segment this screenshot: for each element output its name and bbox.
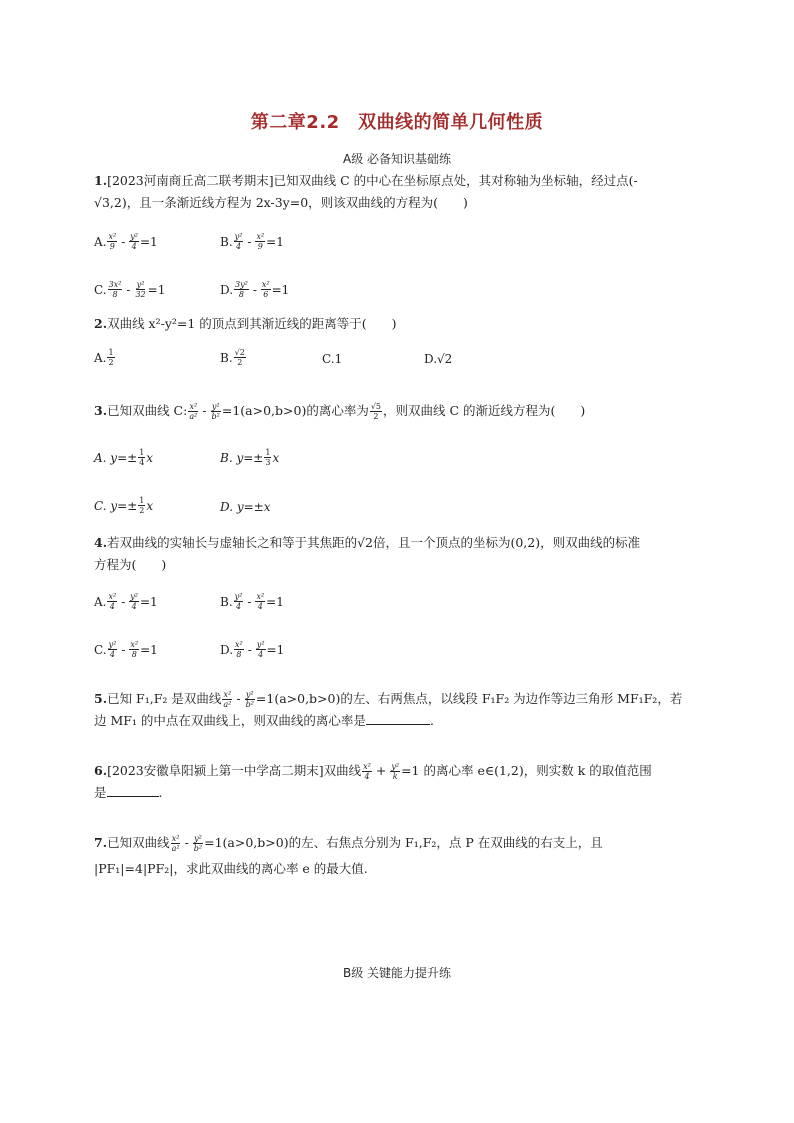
option-a[interactable]: A. $\frac{1}{2}$ <box>94 348 114 367</box>
question-1-line2: √3,2)，且一条渐近线方程为 2x-3y=0，则该双曲线的方程为( ) <box>94 195 468 210</box>
section-a-heading: A级 必备知识基础练 <box>342 152 452 166</box>
question-number: 1. <box>94 173 108 188</box>
option-b[interactable]: B. y=± $\frac{1}{3}$ x <box>220 448 280 467</box>
option-d[interactable]: D. y=±x <box>220 500 271 514</box>
question-2: 2.双曲线 x²-y²=1 的顶点到其渐近线的距离等于( ) <box>94 316 397 331</box>
question-5: 5. 已知 F₁,F₂ 是双曲线 $\frac{\text{x²}}{\text{a²}}$ - $\frac{\text{y²}}{\text{b²}}$ =1(a>0,b>0)的左、右两焦点，以线段 F₁F₂ 为边作等边三角形 MF₁F₂，若 边 MF₁ 的中点在双曲线上，则双曲线的离心率是 . <box>94 689 683 728</box>
question-1 <box>94 170 706 214</box>
question-7: 7. 已知双曲线 $\frac{\text{x²}}{\text{a²}}$ - $\frac{\text{y²}}{\text{b²}}$ =1(a>0,b>0)的左、右焦点分别为 F₁,F₂，点 P 在双曲线的右支上，且 |PF₁|=4|PF₂|，求此双曲线的离心率 e 的最大值. <box>94 833 603 876</box>
question-6: 6. [2023安徽阜阳颍上第一中学高二期末]双曲线 $\frac{\text{x²}}{4}$ + $\frac{\text{y²}}{k}$ =1 的离心率 e∈(1,2)，则实数 k 的取值范围 是 . <box>94 761 652 800</box>
option-a[interactable]: A. $\frac{\text{x²}}{9}$ - $\frac{\text{y²}}{4}$ =1 <box>94 232 158 251</box>
option-a[interactable]: A. y=± $\frac{1}{4}$ x <box>94 448 154 467</box>
question-3: 3. 已知双曲线 C: $\frac{\text{x²}}{\text{a²}}$ - $\frac{\text{y²}}{\text{b²}}$ =1(a>0,b>0)的离心率为 $\frac{√5}{2}$ ，则双曲线 C 的渐近线方程为( ) <box>94 401 586 421</box>
option-b[interactable]: B. $\frac{\text{y²}}{4}$ - $\frac{\text{x²}}{4}$ =1 <box>220 592 284 611</box>
option-c[interactable]: C. y=± $\frac{1}{2}$ x <box>94 496 154 515</box>
answer-blank[interactable] <box>107 796 159 797</box>
question-4: 4.若双曲线的实轴长与虚轴长之和等于其焦距的√2倍，且一个顶点的坐标为(0,2)，则双曲线的标准 方程为( ) <box>94 535 641 572</box>
page-title: 第二章2.2 双曲线的简单几何性质 <box>250 112 544 133</box>
option-c[interactable]: C. $\frac{\text{y²}}{4}$ - $\frac{\text{x²}}{8}$ =1 <box>94 640 158 659</box>
option-d[interactable]: D. $\frac{\text{3y²}}{8}$ - $\frac{\text{x²}}{6}$ =1 <box>220 280 290 299</box>
option-c[interactable]: C.1 <box>322 352 343 366</box>
section-b-heading: B级 关键能力提升练 <box>342 966 452 980</box>
option-d[interactable]: D. $\frac{\text{x²}}{8}$ - $\frac{\text{y²}}{4}$ =1 <box>220 640 285 659</box>
question-2-text: 双曲线 x²-y²=1 的顶点到其渐近线的距离等于( ) <box>107 316 397 331</box>
option-a[interactable]: A. $\frac{\text{x²}}{4}$ - $\frac{\text{y²}}{4}$ =1 <box>94 592 158 611</box>
answer-blank[interactable] <box>366 724 430 725</box>
question-1-line1: [2023河南商丘高二联考期末]已知双曲线 C 的中心在坐标原点处，其对称轴为坐标轴，经过点(- <box>107 173 638 188</box>
option-d[interactable]: D.√2 <box>424 352 453 366</box>
option-c[interactable]: C. $\frac{\text{3x²}}{8}$ - $\frac{\text{y²}}{32}$ =1 <box>94 280 166 299</box>
option-b[interactable]: B. $\frac{√2}{2}$ <box>220 348 245 367</box>
option-b[interactable]: B. $\frac{\text{y²}}{4}$ - $\frac{\text{x²}}{9}$ =1 <box>220 232 284 251</box>
